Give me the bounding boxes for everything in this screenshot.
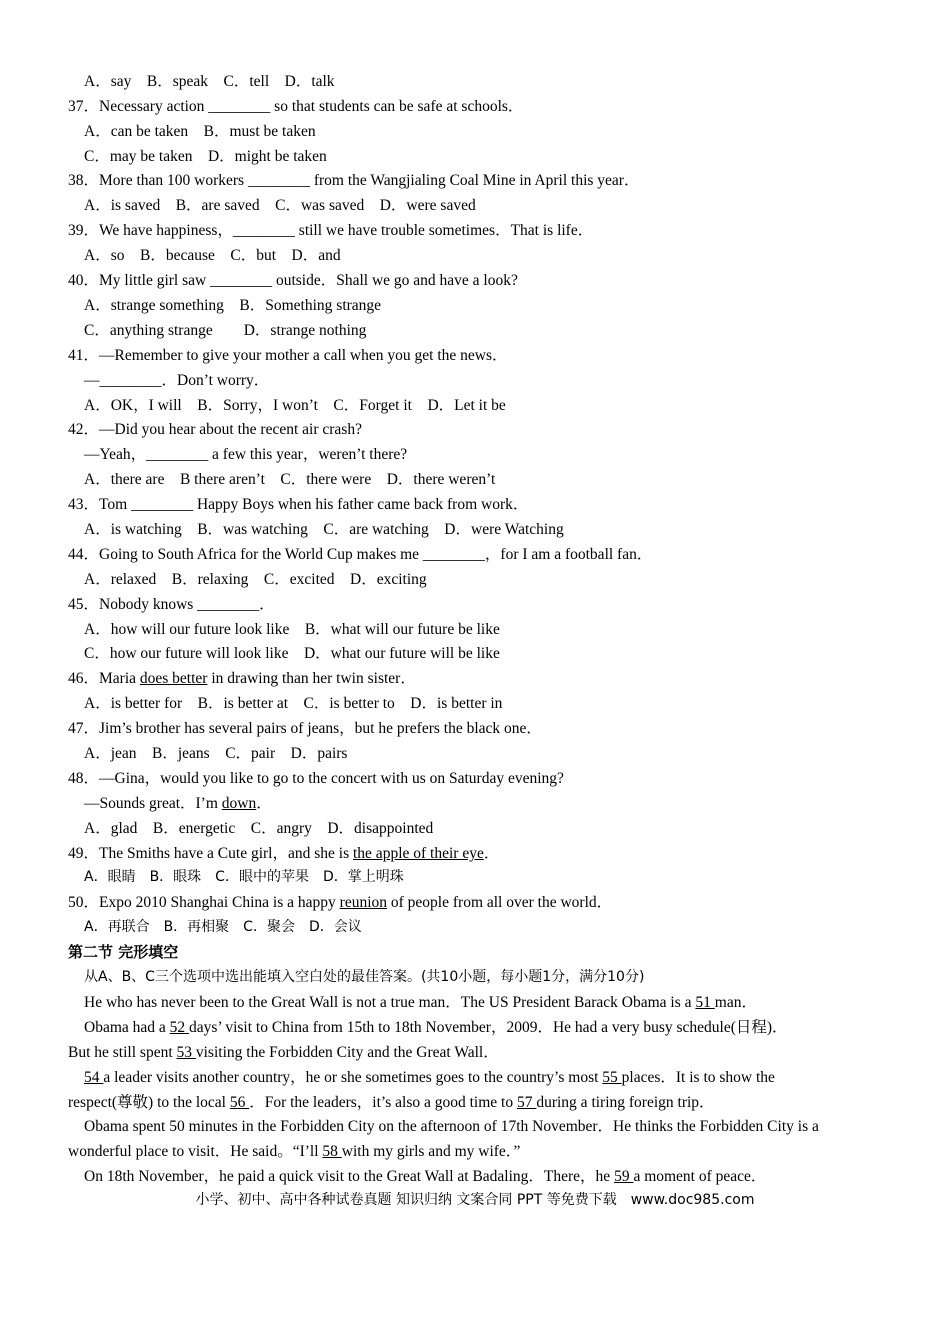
q40-options-ab: A．strange something B．Something strange xyxy=(84,297,382,314)
passage-line-4 xyxy=(84,1065,890,1090)
section-instructions: 从A、B、C三个选项中选出能填入空白处的最佳答案。(共10小题，每小题1分，满分10分) xyxy=(84,969,645,985)
q44-stem: 44．Going to South Africa for the World Cup makes me ________，for I am a football fan． xyxy=(68,546,653,563)
q43-stem: 43．Tom ________ Happy Boys when his father came back from work． xyxy=(68,496,529,513)
q49-stem-pre: 49．The Smiths have a Cute girl，and she is xyxy=(68,845,353,862)
section-title: 第二节 完形填空 xyxy=(68,943,179,961)
passage-line-5 xyxy=(68,1090,890,1115)
blank-54: 54 xyxy=(84,1069,104,1086)
passage-text: places．It is to show the xyxy=(621,1069,775,1086)
passage-text: But he still spent xyxy=(68,1044,177,1061)
passage-line-7 xyxy=(68,1139,890,1164)
q42-options: A．there are B there aren’t C．there were D．there weren’t xyxy=(84,471,496,488)
page-footer: 小学、初中、高中各种试卷真题 知识归纳 文案合同 PPT 等免费下载 www.doc985.com xyxy=(195,1192,755,1208)
q48-stem: 48．—Gina，would you like to go to the concert with us on Saturday evening? xyxy=(68,770,564,787)
q44-options: A．relaxed B．relaxing C．excited D．exciting xyxy=(84,571,427,588)
q37-stem: 37．Necessary action ________ so that students can be safe at schools． xyxy=(68,98,524,115)
q41-reply: —________．Don’t worry． xyxy=(84,372,270,389)
passage-text: On 18th November，he paid a quick visit to the Great Wall at Badaling．There，he xyxy=(84,1168,615,1185)
q49-underlined-phrase: the apple of their eye xyxy=(353,845,484,862)
blank-59: 59 xyxy=(614,1168,634,1185)
passage-text: with my girls and my wife．” xyxy=(341,1143,521,1160)
q45-options-cd: C．how our future will look like D．what our future will be like xyxy=(84,645,500,662)
q46-stem-post: in drawing than her twin sister． xyxy=(207,670,416,687)
q43-options: A．is watching B．was watching C．are watching D．were Watching xyxy=(84,521,564,538)
q47-stem: 47．Jim’s brother has several pairs of jeans，but he prefers the black one． xyxy=(68,720,542,737)
passage-line-6: Obama spent 50 minutes in the Forbidden City on the afternoon of 17th November．He thinks the Forbidden City is a xyxy=(84,1118,819,1135)
blank-53: 53 xyxy=(176,1044,196,1061)
q41-options: A．OK，I will B．Sorry，I won’t C．Forget it D．Let it be xyxy=(84,397,506,414)
q45-options-ab: A．how will our future look like B．what will our future be like xyxy=(84,621,500,638)
q40-stem: 40．My little girl saw ________ outside．Shall we go and have a look? xyxy=(68,272,518,289)
q46-underlined-phrase: does better xyxy=(139,670,208,687)
q46-options: A．is better for B．is better at C．is better to D．is better in xyxy=(84,695,503,712)
blank-55: 55 xyxy=(602,1069,622,1086)
passage-text: visiting the Forbidden City and the Great Wall． xyxy=(195,1044,499,1061)
passage-text: a leader visits another country，he or she sometimes goes to the country’s most xyxy=(103,1069,603,1086)
q46-stem xyxy=(68,666,890,691)
passage-text: ．For the leaders，it’s also a good time to xyxy=(249,1094,517,1111)
q48-reply-post: ． xyxy=(256,795,272,812)
q48-underlined-word: down xyxy=(221,795,257,812)
q50-stem-post: of people from all over the world． xyxy=(387,894,613,911)
q45-stem: 45．Nobody knows ________． xyxy=(68,596,275,613)
q49-options: A．眼睛 B．眼珠 C．眼中的苹果 D．掌上明珠 xyxy=(84,869,404,885)
passage-text: man． xyxy=(714,994,757,1011)
q42-reply: —Yeah，________ a few this year，weren’t there? xyxy=(84,446,408,463)
passage-text: days’ visit to China from 15th to 18th November，2009．He had a very busy schedule(日程)． xyxy=(189,1019,788,1036)
blank-51: 51 xyxy=(695,994,715,1011)
q48-reply-pre: —Sounds great．I’m xyxy=(84,795,222,812)
q50-stem xyxy=(68,890,890,915)
blank-58: 58 xyxy=(322,1143,342,1160)
q37-options-cd: C．may be taken D．might be taken xyxy=(84,148,327,165)
passage-line-1 xyxy=(84,990,890,1015)
q38-stem: 38．More than 100 workers ________ from the Wangjialing Coal Mine in April this year． xyxy=(68,172,640,189)
passage-text: respect(尊敬) to the local xyxy=(68,1094,230,1111)
q42-stem: 42．—Did you hear about the recent air crash? xyxy=(68,421,362,438)
blank-52: 52 xyxy=(169,1019,190,1036)
passage-text: He who has never been to the Great Wall is not a true man．The US President Barack Obama is a xyxy=(84,994,696,1011)
q39-options: A．so B．because C．but D．and xyxy=(84,247,341,264)
q36-options: A．say B．speak C．tell D．talk xyxy=(84,73,335,90)
q49-stem xyxy=(68,841,890,866)
passage-text: during a tiring foreign trip． xyxy=(536,1094,715,1111)
q50-options: A．再联合 B．再相聚 C．聚会 D．会议 xyxy=(84,919,362,935)
q39-stem: 39．We have happiness，________ still we have trouble sometimes．That is life． xyxy=(68,222,594,239)
passage-line-3 xyxy=(68,1040,890,1065)
q50-stem-pre: 50．Expo 2010 Shanghai China is a happy xyxy=(68,894,340,911)
q41-stem: 41．—Remember to give your mother a call when you get the news． xyxy=(68,347,508,364)
passage-text: a moment of peace． xyxy=(633,1168,767,1185)
q37-options-ab: A．can be taken B．must be taken xyxy=(84,123,316,140)
passage-text: wonderful place to visit．He said。“I’ll xyxy=(68,1143,323,1160)
blank-57: 57 xyxy=(516,1094,537,1111)
passage-text: Obama had a xyxy=(84,1019,170,1036)
q47-options: A．jean B．jeans C．pair D．pairs xyxy=(84,745,348,762)
blank-56: 56 xyxy=(229,1094,250,1111)
q49-stem-post: ． xyxy=(483,845,500,862)
passage-line-2 xyxy=(84,1015,910,1040)
q46-stem-pre: 46．Maria xyxy=(68,670,140,687)
q50-underlined-word: reunion xyxy=(339,894,388,911)
q38-options: A．is saved B．are saved C．was saved D．were saved xyxy=(84,197,476,214)
q48-reply xyxy=(84,791,890,816)
q48-options: A．glad B．energetic C．angry D．disappointed xyxy=(84,820,434,837)
q40-options-cd: C．anything strange D．strange nothing xyxy=(84,322,367,339)
passage-line-8 xyxy=(84,1164,890,1189)
